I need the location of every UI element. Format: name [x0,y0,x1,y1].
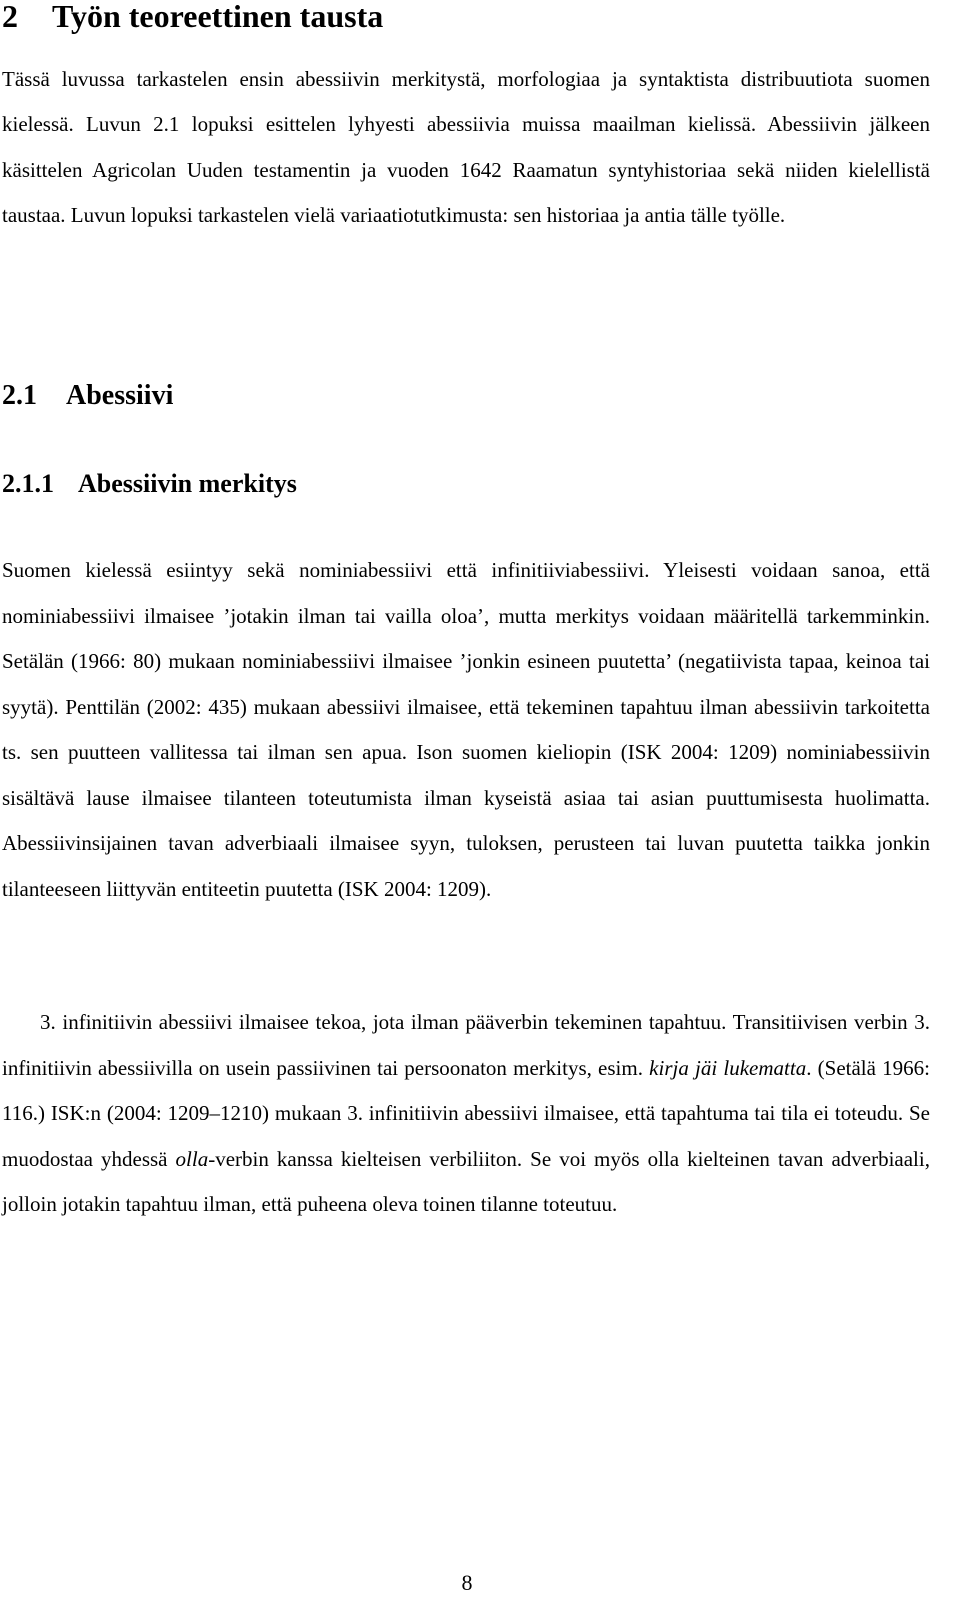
infinitive-paragraph [2,1000,930,1228]
section-title: Abessiivi [66,380,174,411]
page-number: 8 [461,1570,473,1595]
subsection-heading [2,464,297,504]
infinitive-text-part2: . (Setälä 1966: 116.) ISK:n (2004: 1209–1210) mukaan 3. infinitiivin abessiivi ilmaisee, että tapahtuma tai tila ei toteudu. Se muodostaa yhdessä [2,1055,930,1171]
example-italic: kirja jäi lukematta [649,1055,807,1080]
chapter-heading [2,0,383,38]
verb-italic: olla [175,1146,209,1171]
infinitive-text-part3: -verbin kanssa kielteisen verbiliiton. Se voi myös olla kielteinen tavan adverbiaali, jolloin jotakin tapahtuu ilman, että puheena oleva toinen tilanne toteutuu. [2,1146,930,1217]
chapter-number: 2 [2,0,18,34]
intro-paragraph: Tässä luvussa tarkastelen ensin abessiivin merkitystä, morfologiaa ja syntaktista distribuutiota suomen kielessä. Luvun 2.1 lopuksi esittelen lyhyesti abessiivia muissa maailman kielissä. Abessiivin jälkeen käsittelen Agricolan Uuden testamentin ja vuoden 1642 Raamatun syntyhistoriaa sekä niiden kielellistä taustaa. Luvun lopuksi tarkastelen vielä variaatiotutkimusta: sen historiaa ja antia tälle työlle. [2,67,930,227]
meaning-paragraph: Suomen kielessä esiintyy sekä nominiabessiivi että infinitiiviabessiivi. Yleisesti voidaan sanoa, että nominiabessiivi ilmaisee ’jotakin ilman tai vailla oloa’, mutta merkitys voidaan määritellä tarkemminkin. Setälän (1966: 80) mukaan nominiabessiivi ilmaisee ’jonkin esineen puutetta’ (negatiivista tapaa, keinoa tai syytä). Penttilän (2002: 435) mukaan abessiivi ilmaisee, että tekeminen tapahtuu ilman abessiivin tarkoitetta ts. sen puutteen vallitessa tai ilman sen apua. Ison suomen kieliopin (ISK 2004: 1209) nominiabessiivin sisältävä lause ilmaisee tilanteen toteutumista ilman kyseistä asiaa tai asian puuttumisesta huolimatta. Abessiivinsijainen tavan adverbiaali ilmaisee syyn, tuloksen, perusteen tai luvan puutetta taikka jonkin tilanteeseen liittyvän entiteetin puutetta (ISK 2004: 1209). [2,558,930,901]
chapter-title: Työn teoreettinen tausta [52,0,384,34]
section-heading [2,376,173,416]
subsection-title: Abessiivin merkitys [78,469,297,498]
subsection-number: 2.1.1 [2,469,54,498]
infinitive-text-part1: 3. infinitiivin abessiivi ilmaisee tekoa, jota ilman pääverbin tekeminen tapahtuu. Transitiivisen verbin 3. infinitiivin abessiivilla on usein passiivinen tai persoonaton merkitys, esim. [2,1010,930,1080]
section-number: 2.1 [2,380,37,411]
